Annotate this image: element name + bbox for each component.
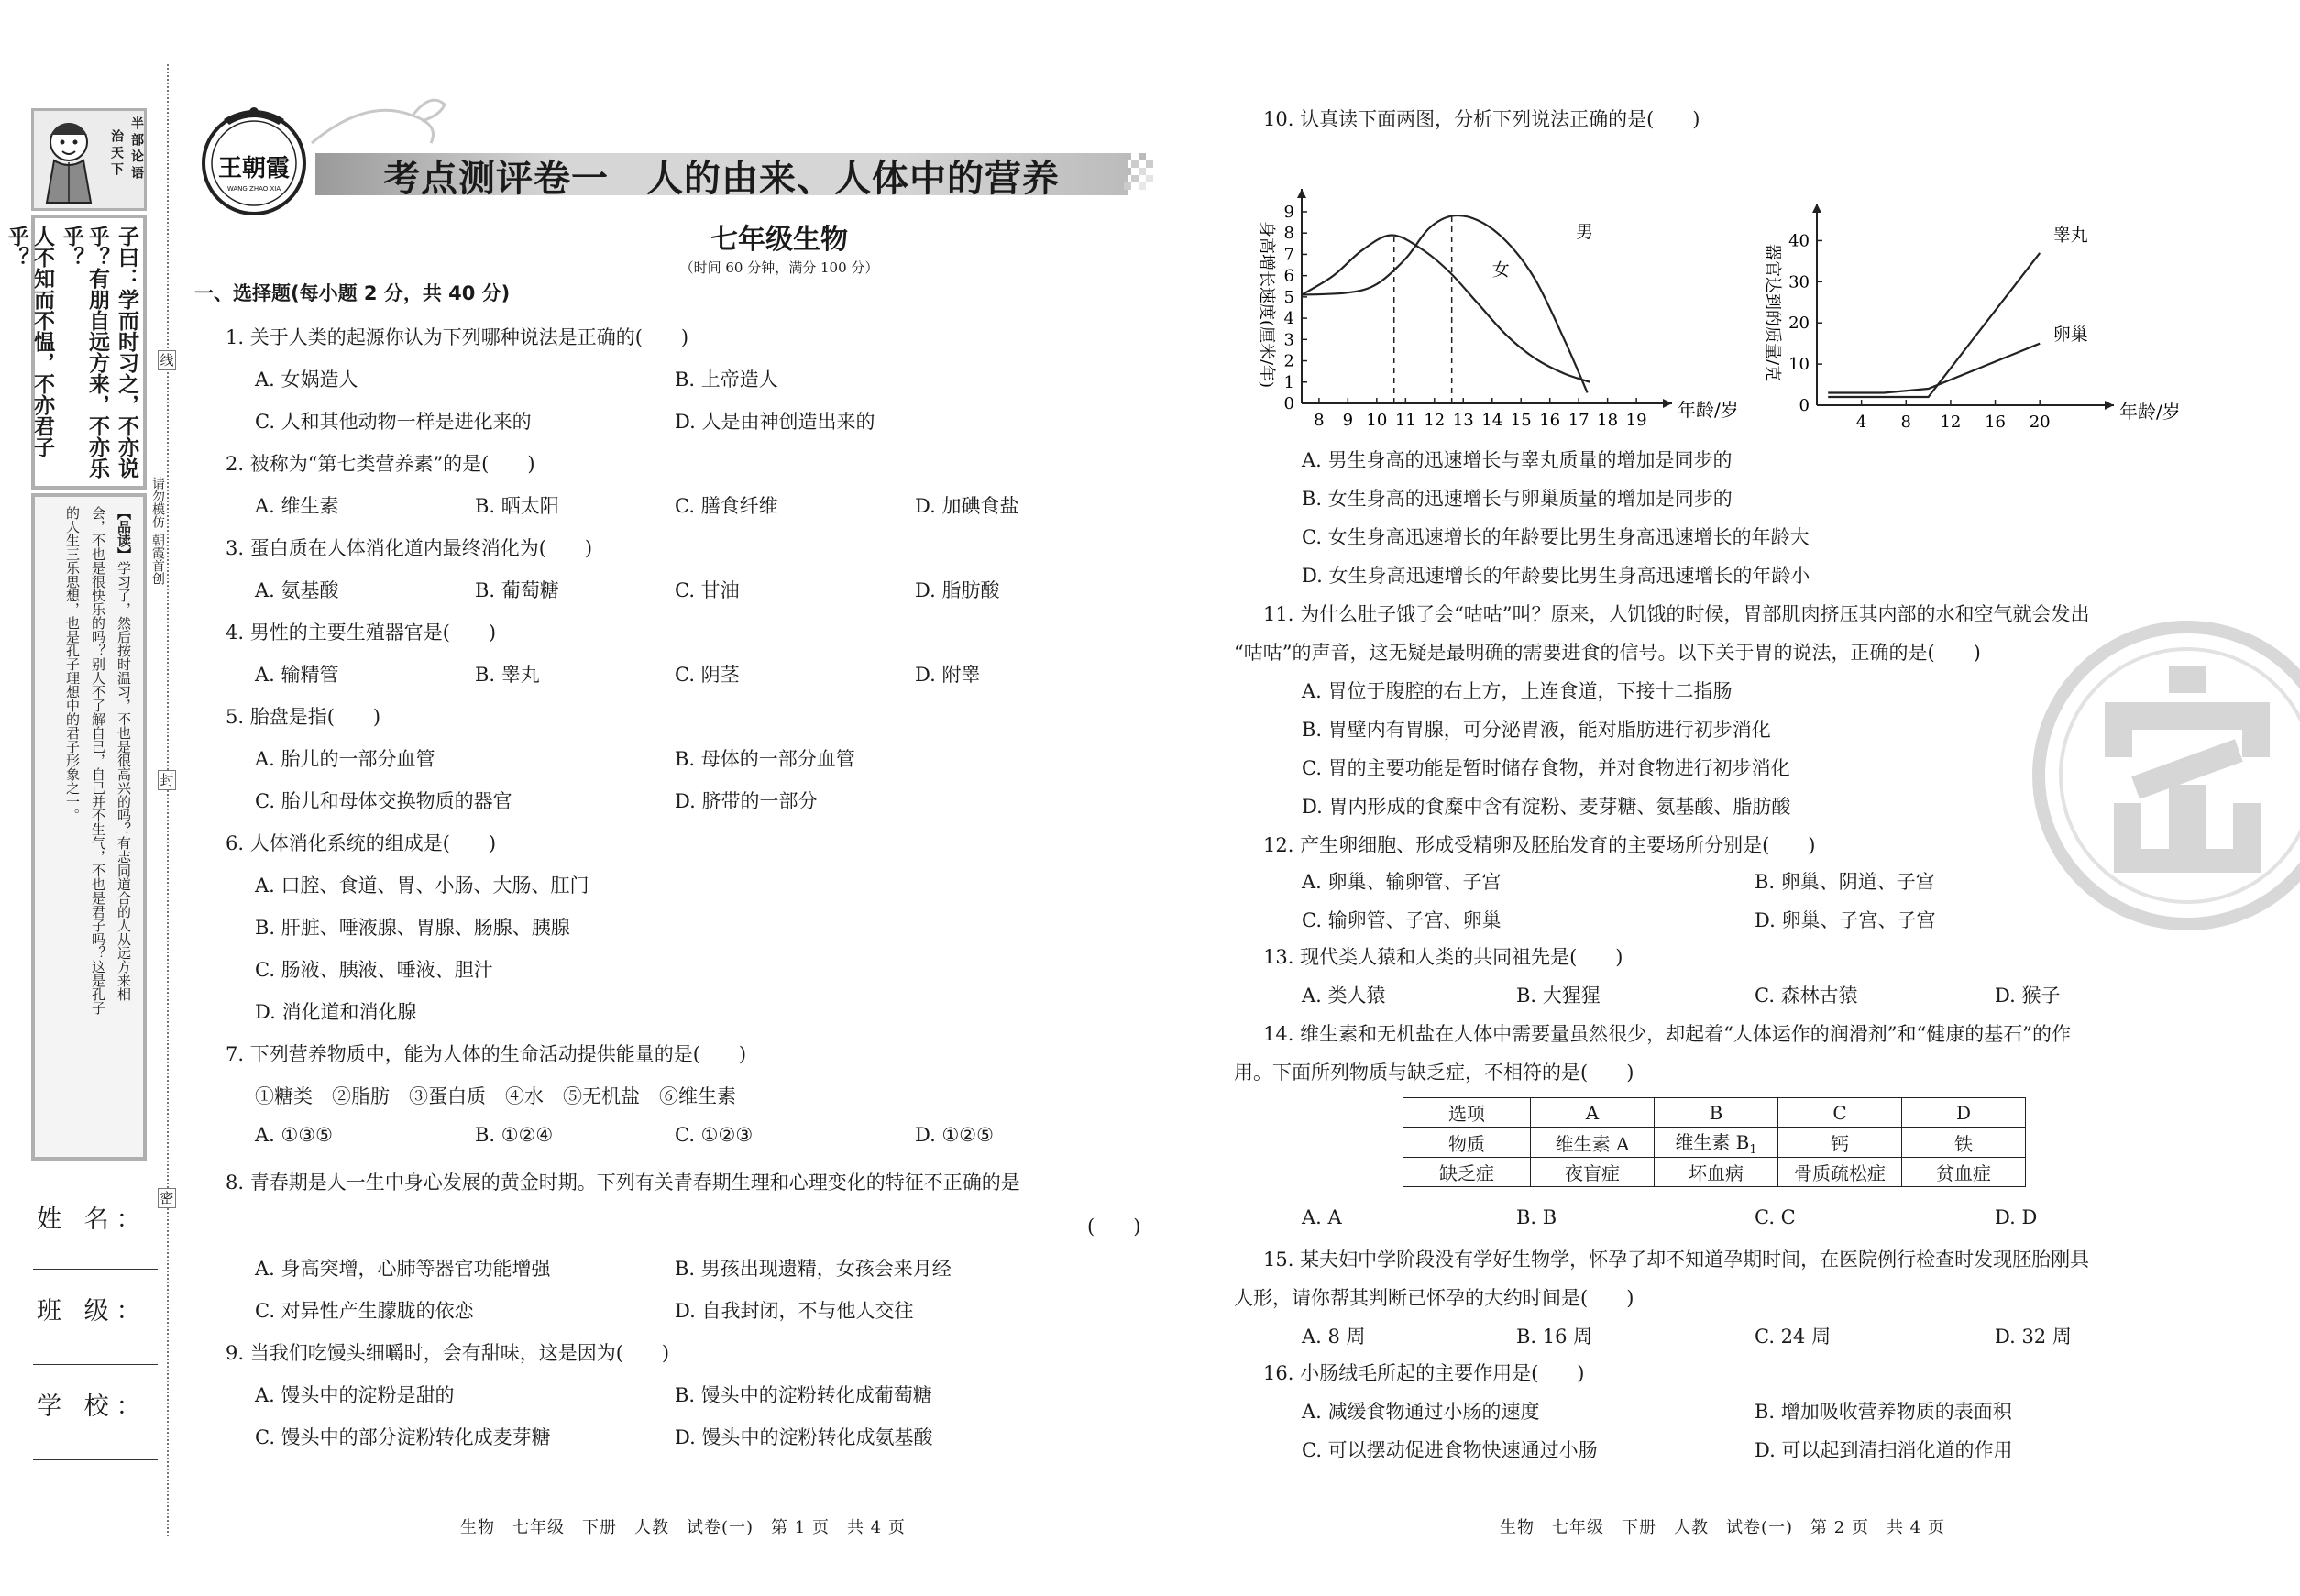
ch2-y-tick-label: 30	[1788, 272, 1810, 292]
question-12-option-b[interactable]: B. 卵巢、阴道、子宫	[1755, 871, 1935, 893]
binding-note-col-1: 朝霞首创	[150, 534, 165, 585]
question-8-answer-paren[interactable]: ( )	[1087, 1216, 1141, 1238]
question-9-option-b[interactable]: B. 馒头中的淀粉转化成葡萄糖	[675, 1384, 932, 1406]
reading-box	[31, 493, 147, 1161]
height-chart-line-boys	[1302, 215, 1588, 392]
ch2-x-tick-label: 16	[1985, 413, 2007, 432]
question-3-option-b[interactable]: B. 葡萄糖	[475, 579, 559, 601]
height-chart-label-girls: 女	[1491, 259, 1510, 281]
question-9-option-d[interactable]: D. 馒头中的淀粉转化成氨基酸	[675, 1426, 933, 1448]
ch1-x-tick-label: 17	[1568, 411, 1590, 430]
margin-header	[31, 108, 147, 211]
binding-line	[167, 64, 169, 1536]
question-12-stem: 12. 产生卵细胞、形成受精卵及胚胎发育的主要场所分别是( )	[1263, 834, 1816, 856]
organ-chart-y-label: 器官达到的质量/克	[1763, 243, 1782, 382]
question-1-stem: 1. 关于人类的起源你认为下列哪种说法是正确的( )	[226, 326, 689, 348]
question-16-option-c[interactable]: C. 可以摆动促进食物快速通过小肠	[1302, 1439, 1598, 1461]
question-9-option-c[interactable]: C. 馒头中的部分淀粉转化成麦芽糖	[255, 1426, 551, 1448]
question-10-option-b[interactable]: B. 女生身高的迅速增长与卵巢质量的增加是同步的	[1302, 488, 1733, 510]
ch2-x-tick-label: 8	[1900, 413, 1912, 432]
question-4-option-d[interactable]: D. 附睾	[915, 664, 981, 686]
ch1-y-tick-label: 5	[1283, 287, 1294, 307]
school-blank[interactable]	[33, 1459, 158, 1460]
question-13-option-a[interactable]: A. 类人猿	[1302, 985, 1386, 1007]
question-7-stem: 7. 下列营养物质中，能为人体的生命活动提供能量的是( )	[226, 1043, 747, 1065]
ch2-x-tick-label: 4	[1855, 413, 1867, 432]
ch1-y-tick-label: 4	[1283, 309, 1294, 329]
question-9-stem: 9. 当我们吃馒头细嚼时，会有甜味，这是因为( )	[226, 1342, 670, 1364]
name-label: 姓 名：	[37, 1205, 149, 1234]
section-heading: 一、选择题(每小题 2 分，共 40 分)	[194, 282, 511, 304]
question-7-items: ①糖类 ②脂肪 ③蛋白质 ④水 ⑤无机盐 ⑥维生素	[255, 1085, 736, 1107]
table-cell	[1655, 1128, 1778, 1158]
question-14-option-b[interactable]: B. B	[1516, 1206, 1557, 1228]
question-5-option-c[interactable]: C. 胎儿和母体交换物质的器官	[255, 790, 512, 812]
height-chart-label-boys: 男	[1576, 221, 1594, 242]
table-cell: 铁	[1902, 1128, 2026, 1158]
question-16-option-d[interactable]: D. 可以起到清扫消化道的作用	[1755, 1439, 2013, 1461]
ch1-x-arrow-icon	[1663, 399, 1672, 408]
question-13-option-b[interactable]: B. 大猩猩	[1516, 985, 1601, 1007]
height-chart-y-ticks	[1284, 203, 1307, 413]
question-8-option-a[interactable]: A. 身高突增，心肺等器官功能增强	[255, 1258, 551, 1280]
ch1-y-arrow-icon	[1297, 189, 1306, 198]
question-1-option-b[interactable]: B. 上帝造人	[675, 369, 778, 391]
margin-strip	[5, 108, 147, 1161]
table-cell: 选项	[1403, 1098, 1531, 1128]
question-13-option-c[interactable]: C. 森林古猿	[1755, 985, 1858, 1007]
question-12-option-c[interactable]: C. 输卵管、子宫、卵巢	[1302, 909, 1502, 931]
ch1-x-tick-label: 9	[1342, 411, 1354, 430]
table-row	[1403, 1098, 2026, 1128]
question-8-option-b[interactable]: B. 男孩出现遗精，女孩会来月经	[675, 1258, 952, 1280]
question-12-option-a[interactable]: A. 卵巢、输卵管、子宫	[1302, 871, 1502, 893]
ch2-x-tick-label: 20	[2029, 413, 2051, 432]
ch1-x-tick-label: 11	[1394, 411, 1416, 430]
question-5-stem: 5. 胎盘是指( )	[226, 706, 381, 728]
question-4-option-b[interactable]: B. 睾丸	[475, 664, 540, 686]
footer-right: 生物 七年级 下册 人教 试卷(一) 第 2 页 共 4 页	[1500, 1518, 1945, 1537]
question-12-option-d[interactable]: D. 卵巢、子宫、子宫	[1755, 909, 1936, 931]
ch2-y-tick-label: 20	[1788, 314, 1810, 334]
ch2-x-tick-label: 12	[1940, 413, 1962, 432]
question-5-option-b[interactable]: B. 母体的一部分血管	[675, 748, 855, 770]
table-cell: 贫血症	[1902, 1158, 2026, 1187]
ch1-y-tick-label: 8	[1283, 224, 1294, 244]
ch2-y-tick-label: 0	[1799, 396, 1810, 415]
reading-col-1	[114, 506, 134, 1148]
ch2-y-tick-label: 40	[1788, 231, 1810, 251]
question-10-option-d[interactable]: D. 女生身高迅速增长的年龄要比男生身高迅速增长的年龄小	[1302, 565, 1810, 587]
question-16-option-a[interactable]: A. 减缓食物通过小肠的速度	[1302, 1401, 1540, 1423]
table-cell: 缺乏症	[1403, 1158, 1531, 1187]
quote-col-1: 子曰：学而时习之，不亦说	[115, 226, 138, 479]
binding-note-col-2: 请勿模仿	[150, 477, 165, 528]
table-cell: 坏血病	[1655, 1158, 1778, 1187]
question-11-option-a[interactable]: A. 胃位于腹腔的右上方，上连食道，下接十二指肠	[1302, 680, 1733, 702]
ch1-y-tick-label: 1	[1283, 372, 1294, 392]
ch1-x-tick-label: 10	[1366, 411, 1388, 430]
binding-char-secret: 密	[158, 1188, 176, 1208]
question-15-option-b[interactable]: B. 16 周	[1516, 1326, 1593, 1348]
question-3-option-d[interactable]: D. 脂肪酸	[915, 579, 1000, 601]
ch1-x-tick-label: 15	[1510, 411, 1532, 430]
question-4-option-a[interactable]: A. 输精管	[255, 664, 339, 686]
question-6-stem: 6. 人体消化系统的组成是( )	[226, 832, 497, 854]
question-3-option-c[interactable]: C. 甘油	[675, 579, 740, 601]
question-13-option-d[interactable]: D. 猴子	[1995, 985, 2061, 1007]
question-3-option-a[interactable]: A. 氨基酸	[255, 579, 339, 601]
height-chart-line-girls	[1302, 235, 1590, 381]
question-7-option-c[interactable]: C. ①②③	[675, 1124, 754, 1146]
binding-char-seal: 封	[158, 770, 176, 790]
ch1-y-tick-label: 2	[1283, 351, 1294, 371]
proverb-col-2: 治天下	[109, 129, 124, 179]
ch1-x-tick-label: 14	[1481, 411, 1503, 430]
logo-subtext: WANG ZHAO XIA	[226, 185, 281, 193]
binding-char-line: 线	[158, 350, 176, 370]
question-2-stem: 2. 被称为“第七类营养素”的是( )	[226, 453, 535, 475]
height-chart-x-label: 年龄/岁	[1678, 399, 1739, 421]
vitamin-b-text: 维生素 B	[1675, 1131, 1750, 1153]
question-8-stem: 8. 青春期是人一生中身心发展的黄金时期。下列有关青春期生理和心理变化的特征不正确的是	[226, 1172, 1020, 1194]
question-1-option-a[interactable]: A. 女娲造人	[255, 369, 358, 391]
table-cell: 夜盲症	[1531, 1158, 1655, 1187]
title-bar-checker-icon	[1124, 153, 1155, 195]
wangzhaoxia-logo-icon	[196, 103, 312, 218]
table-cell: B	[1655, 1098, 1778, 1128]
question-7-option-a[interactable]: A. ①③⑤	[255, 1124, 333, 1146]
question-6-option-b[interactable]: B. 肝脏、唾液腺、胃腺、肠腺、胰腺	[255, 917, 570, 939]
question-11-stem-line-2: “咕咕”的声音，这无疑是最明确的需要进食的信号。以下关于胃的说法，正确的是( )	[1234, 642, 1981, 664]
organ-chart-x-label: 年龄/岁	[2119, 401, 2181, 423]
question-2-option-b[interactable]: B. 晒太阳	[475, 495, 559, 517]
height-chart-peak-guides	[1394, 216, 1452, 403]
table-cell: 维生素 A	[1531, 1128, 1655, 1158]
ch2-y-arrow-icon	[1812, 204, 1821, 213]
binding-note	[149, 477, 167, 585]
class-blank[interactable]	[33, 1364, 158, 1365]
question-16-stem: 16. 小肠绒毛所起的主要作用是( )	[1263, 1362, 1585, 1384]
question-4-stem: 4. 男性的主要生殖器官是( )	[226, 622, 497, 644]
question-2-option-d[interactable]: D. 加碘食盐	[915, 495, 1019, 517]
question-5-option-d[interactable]: D. 脐带的一部分	[675, 790, 818, 812]
height-chart-axes	[1297, 189, 1672, 408]
ch1-x-tick-label: 12	[1424, 411, 1446, 430]
footer-left: 生物 七年级 下册 人教 试卷(一) 第 1 页 共 4 页	[460, 1518, 906, 1537]
question-14-stem-line-1: 14. 维生素和无机盐在人体中需要量虽然很少，却起着“人体运作的润滑剂”和“健康的基石”的作	[1263, 1023, 2072, 1045]
question-11-option-d[interactable]: D. 胃内形成的食糜中含有淀粉、麦芽糖、氨基酸、脂肪酸	[1302, 796, 1791, 818]
ch1-x-tick-label: 19	[1625, 411, 1647, 430]
class-label: 班 级：	[37, 1297, 149, 1326]
question-7-option-d[interactable]: D. ①②⑤	[915, 1124, 994, 1146]
reading-label: 【品读】	[116, 506, 132, 561]
ch1-y-tick-label: 0	[1283, 394, 1294, 413]
question-15-option-c[interactable]: C. 24 周	[1755, 1326, 1832, 1348]
subject-title: 七年级生物	[710, 224, 848, 256]
table-row	[1403, 1128, 2026, 1158]
table-cell: D	[1902, 1098, 2026, 1128]
question-15-stem-line-1: 15. 某夫妇中学阶段没有学好生物学，怀孕了却不知道孕期时间，在医院例行检查时发现胚胎刚具	[1263, 1249, 2090, 1271]
reading-col-1-text: 学习了，然后按时温习，不也是很高兴的吗？有志同道合的人从远方来相	[116, 561, 132, 1001]
organ-chart-line-testis	[1828, 253, 2040, 397]
question-15-stem-line-2: 人形，请你帮其判断已怀孕的大约时间是( )	[1234, 1287, 1634, 1309]
question-2-option-c[interactable]: C. 膳食纤维	[675, 495, 778, 517]
question-15-option-a[interactable]: A. 8 周	[1302, 1326, 1366, 1348]
question-6-option-a[interactable]: A. 口腔、食道、胃、小肠、大肠、肛门	[255, 875, 589, 897]
table-cell: 钙	[1778, 1128, 1902, 1158]
reading-col-2: 会，不也是很快乐的吗？别人不了解自己，自己并不生气，不也是君子吗？这是孔子	[90, 506, 106, 1015]
organ-mass-chart	[1756, 200, 2187, 438]
question-1-option-d[interactable]: D. 人是由神创造出来的	[675, 411, 875, 433]
table-cell: 骨质疏松症	[1778, 1158, 1902, 1187]
question-11-option-b[interactable]: B. 胃壁内有胃腺，可分泌胃液，能对脂肪进行初步消化	[1302, 719, 1771, 741]
vitamin-b-subscript: 1	[1749, 1143, 1757, 1157]
question-16-option-b[interactable]: B. 增加吸收营养物质的表面积	[1755, 1401, 2012, 1423]
question-11-option-c[interactable]: C. 胃的主要功能是暂时储存食物，并对食物进行初步消化	[1302, 757, 1790, 779]
ch1-x-tick-label: 13	[1452, 411, 1474, 430]
question-14-option-c[interactable]: C. C	[1755, 1206, 1796, 1228]
question-8-option-c[interactable]: C. 对异性产生朦胧的依恋	[255, 1300, 474, 1322]
exam-info: （时间 60 分钟，满分 100 分）	[679, 259, 879, 276]
ch1-y-tick-label: 9	[1283, 202, 1294, 222]
table-cell: C	[1778, 1098, 1902, 1128]
table-row	[1403, 1158, 2026, 1187]
reading-text	[62, 506, 134, 1148]
quote-col-2: 乎？有朋自远方来，不亦乐乎？	[60, 226, 109, 479]
question-15-option-d[interactable]: D. 32 周	[1995, 1326, 2072, 1348]
question-13-stem: 13. 现代类人猿和人类的共同祖先是( )	[1263, 946, 1623, 968]
question-8-option-d[interactable]: D. 自我封闭，不与他人交往	[675, 1300, 914, 1322]
question-9-option-a[interactable]: A. 馒头中的淀粉是甜的	[255, 1384, 455, 1406]
ch2-x-arrow-icon	[2105, 401, 2114, 410]
proverb-col-1: 半部论语	[129, 116, 144, 182]
question-11-stem-line-1: 11. 为什么肚子饿了会“咕咕”叫？原来，人饥饿的时候，胃部肌肉挤压其内部的水和空气就会发出	[1263, 603, 2090, 625]
question-7-option-b[interactable]: B. ①②④	[475, 1124, 554, 1146]
height-growth-chart	[1254, 180, 1786, 436]
question-5-option-a[interactable]: A. 胎儿的一部分血管	[255, 748, 435, 770]
question-2-option-a[interactable]: A. 维生素	[255, 495, 339, 517]
question-6-option-d[interactable]: D. 消化道和消化腺	[255, 1001, 417, 1023]
secret-stamp-icon	[2031, 620, 2300, 931]
ch1-y-tick-label: 3	[1283, 330, 1294, 350]
question-14-table	[1403, 1097, 2026, 1187]
ribbon-decoration-icon	[303, 88, 449, 152]
ch1-y-tick-label: 7	[1283, 245, 1294, 265]
ch1-y-tick-label: 6	[1283, 266, 1294, 286]
question-10-option-c[interactable]: C. 女生身高迅速增长的年龄要比男生身高迅速增长的年龄大	[1302, 526, 1810, 548]
question-10-option-a[interactable]: A. 男生身高的迅速增长与睾丸质量的增加是同步的	[1302, 449, 1733, 471]
reading-col-3: 的人生三乐思想，也是孔子理想中的君子形象之一。	[64, 506, 81, 822]
ch2-y-tick-label: 10	[1788, 355, 1810, 375]
confucius-cartoon-icon	[38, 115, 102, 206]
question-14-stem-line-2: 用。下面所列物质与缺乏症，不相符的是( )	[1234, 1062, 1634, 1084]
question-14-option-d[interactable]: D. D	[1995, 1206, 2038, 1228]
logo-text: 王朝霞	[217, 155, 291, 182]
table-cell: 物质	[1403, 1128, 1531, 1158]
school-label: 学 校：	[37, 1392, 149, 1421]
quote-box	[5, 215, 147, 490]
name-blank[interactable]	[33, 1269, 158, 1270]
organ-chart-label-testis: 睾丸	[2052, 225, 2088, 246]
ch1-x-tick-label: 8	[1314, 411, 1325, 430]
question-3-stem: 3. 蛋白质在人体消化道内最终消化为( )	[226, 537, 593, 559]
question-14-option-a[interactable]: A. A	[1302, 1206, 1342, 1228]
margin-proverb	[109, 116, 146, 182]
organ-chart-line-ovary	[1828, 344, 2040, 393]
table-cell: A	[1531, 1098, 1655, 1128]
question-4-option-c[interactable]: C. 阴茎	[675, 664, 740, 686]
quote-col-3: 人不知而不愠，不亦君子乎？	[5, 226, 54, 457]
page-title: 考点测评卷一 人的由来、人体中的营养	[383, 158, 1060, 200]
question-1-option-c[interactable]: C. 人和其他动物一样是进化来的	[255, 411, 532, 433]
ch1-x-tick-label: 16	[1539, 411, 1561, 430]
organ-chart-label-ovary: 卵巢	[2052, 325, 2088, 346]
question-6-option-c[interactable]: C. 肠液、胰液、唾液、胆汁	[255, 959, 493, 981]
height-chart-y-label: 身高增长速度(厘米/年)	[1257, 220, 1276, 389]
quote-text	[4, 226, 139, 482]
question-10-stem: 10. 认真读下面两图，分析下列说法正确的是( )	[1263, 108, 1700, 130]
ch1-x-tick-label: 18	[1597, 411, 1619, 430]
